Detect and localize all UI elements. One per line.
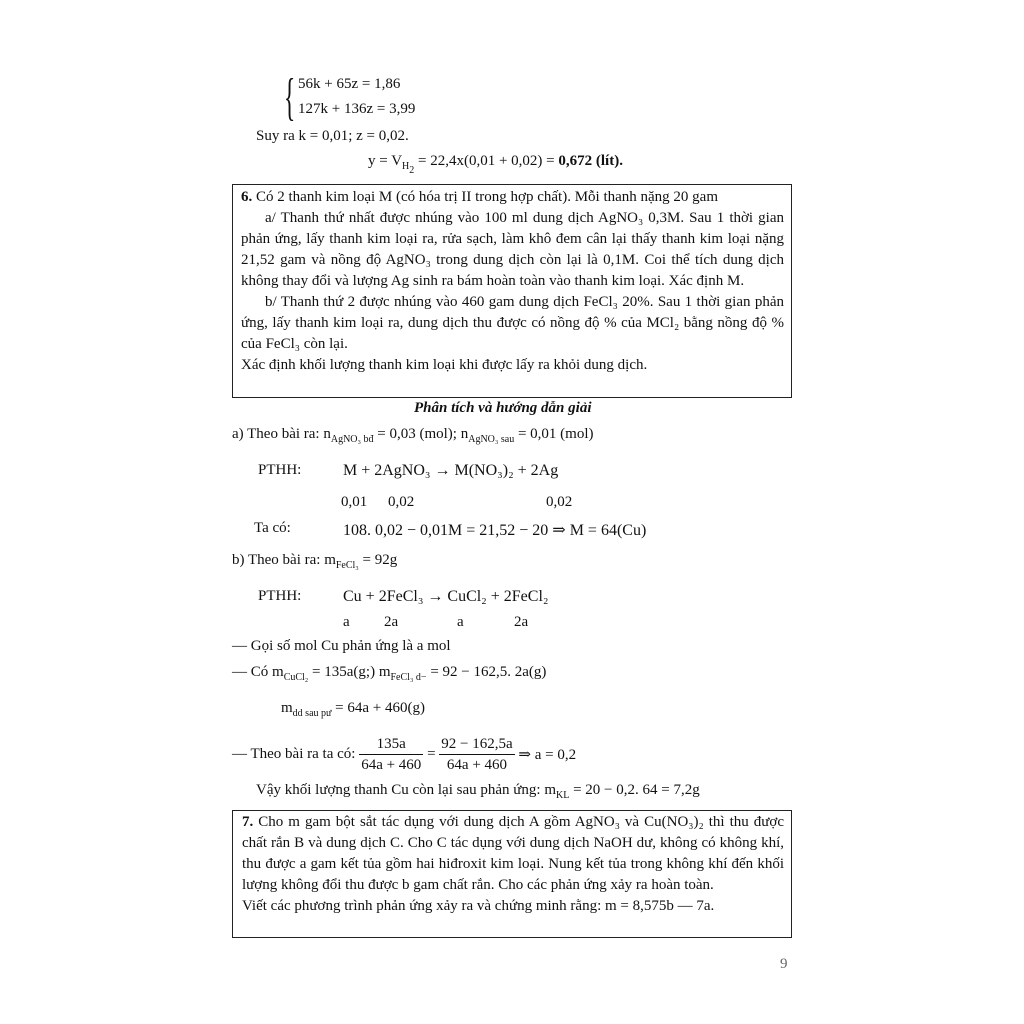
b-text: = 64a + 460(g) [331,700,425,716]
b-line-2 [232,664,546,683]
fraction-numerator: 92 − 162,5a [439,734,514,755]
sub-2: 2 [409,165,415,176]
b-sub: dd sau pư [292,708,332,719]
b-line-3 [281,700,425,719]
b-text: — Có m [232,664,284,680]
b-sub: FeCl₃ d− [390,672,427,683]
given-sub: AgNO₃ bđ [330,434,374,445]
reaction-a: M + 2AgNO₃ → M(NO₃)₂ + 2Ag [343,462,559,479]
given-text: = 0,03 (mol); n [373,426,469,442]
system-brace: { [284,69,296,126]
calc-a: 108. 0,02 − 0,01M = 21,52 − 20 ⇒ M = 64(Cu) [343,522,647,539]
part-a-given [232,426,594,445]
b-text: m [281,700,293,716]
pthh-label: PTHH: [258,588,302,604]
problem-6-lead [241,187,784,208]
given-text: = 92g [358,552,398,568]
page-number: 9 [780,956,788,972]
fraction [359,734,423,775]
problem-7-body [242,812,784,896]
equation-line: 56k + 65z = 1,86 [298,76,401,92]
problem-lead-text: Có 2 thanh kim loại M (có hóa trị II trong hợp chất). Mỗi thanh nặng 20 gam [252,189,719,205]
volume-expression: = 22,4x(0,01 + 0,02) = [414,153,559,169]
equals-sign: = [427,746,436,762]
volume-result-line [368,153,623,176]
fraction [439,734,514,775]
problem-7-text [242,812,784,917]
given-sub: AgNO₃ sau [468,434,515,445]
mol-value: a [343,614,350,630]
given-sub: FeCl₃ [335,560,359,571]
b-sub: CuCl₂ [283,672,309,683]
volume-label: y = V [368,153,403,169]
sub-h: H [402,161,410,172]
problem-number: 6. [241,189,253,205]
volume-answer: 0,672 (lít). [558,153,623,169]
mol-value: 0,01 [341,494,368,510]
mol-value: 0,02 [546,494,573,510]
b-sub: KL [556,790,570,801]
mol-value: 2a [384,614,399,630]
problem-number: 7. [242,814,254,830]
conclusion-line: Suy ra k = 0,01; z = 0,02. [256,128,409,144]
problem-6-part-a: a/ Thanh thứ nhất được nhúng vào 100 ml dung dịch AgNO₃ 0,3M. Sau 1 thời gian phản ứng, lấy thanh kim loại ra, rửa sạch, làm khô đem cân lại thấy thanh kim loại nặng 21,52 gam và nồng độ AgNO₃ trong dung dịch còn lại là 0,1M. Coi thể tích dung dịch không thay đổi và lượng Ag sinh ra bám hoàn toàn vào thanh kim loại. Xác định M. [241,210,784,289]
taco-label: Ta có: [254,520,291,536]
b-text: = 20 − 0,2. 64 = 7,2g [569,782,700,798]
solution-heading: Phân tích và hướng dẫn giải [414,400,592,416]
mol-value: 2a [514,614,529,630]
b-text: — Theo bài ra ta có: [232,746,356,762]
b-text: ⇒ a = 0,2 [518,747,577,763]
given-text: = 0,01 (mol) [514,426,594,442]
fraction-denominator: 64a + 460 [361,757,422,773]
reaction-b: Cu + 2FeCl₃ → CuCl₂ + 2FeCl₂ [343,588,549,605]
b-final [256,782,700,801]
problem-6-question: Xác định khối lượng thanh kim loại khi được lấy ra khỏi dung dịch. [241,357,648,373]
problem-6-text [241,187,784,376]
problem-6-part-b: b/ Thanh thứ 2 được nhúng vào 460 gam dung dịch FeCl₃ 20%. Sau 1 thời gian phản ứng, lấy thanh kim loại ra, dung dịch thu được có nồng độ % của MCl₂ bằng nồng độ % của FeCl₃ còn lại. [241,294,784,352]
problem-body-text: Cho m gam bột sắt tác dụng với dung dịch A gồm AgNO₃ và Cu(NO₃)₂ thì thu được chất rắn B và dung dịch C. Cho C tác dụng với dung dịch NaOH dư, không có không khí, thu được a gam kết tủa gồm hai hiđroxit kim loại. Nung kết tủa trong không khí đến khối lượng không đổi thu được b gam chất rắn. Cho các phản ứng xảy ra hoàn toàn. [242,814,784,893]
fraction-numerator: 135a [359,734,423,755]
b-line-1: — Gọi số mol Cu phản ứng là a mol [232,638,451,654]
fraction-denominator: 64a + 460 [446,757,508,773]
mol-value: a [457,614,464,630]
b-text: = 135a(g;) m [308,664,391,680]
b-line-4 [232,734,576,775]
given-text: a) Theo bài ra: n [232,426,331,442]
pthh-label: PTHH: [258,462,302,478]
given-text: b) Theo bài ra: m [232,552,336,568]
equation-line: 127k + 136z = 3,99 [298,101,416,117]
b-text: Vậy khối lượng thanh Cu còn lại sau phản ứng: m [256,782,556,798]
mol-value: 0,02 [388,494,415,510]
b-text: = 92 − 162,5. 2a(g) [426,664,547,680]
part-b-given [232,552,397,571]
problem-7-question: Viết các phương trình phản ứng xảy ra và chứng minh rằng: m = 8,575b — 7a. [242,898,715,914]
